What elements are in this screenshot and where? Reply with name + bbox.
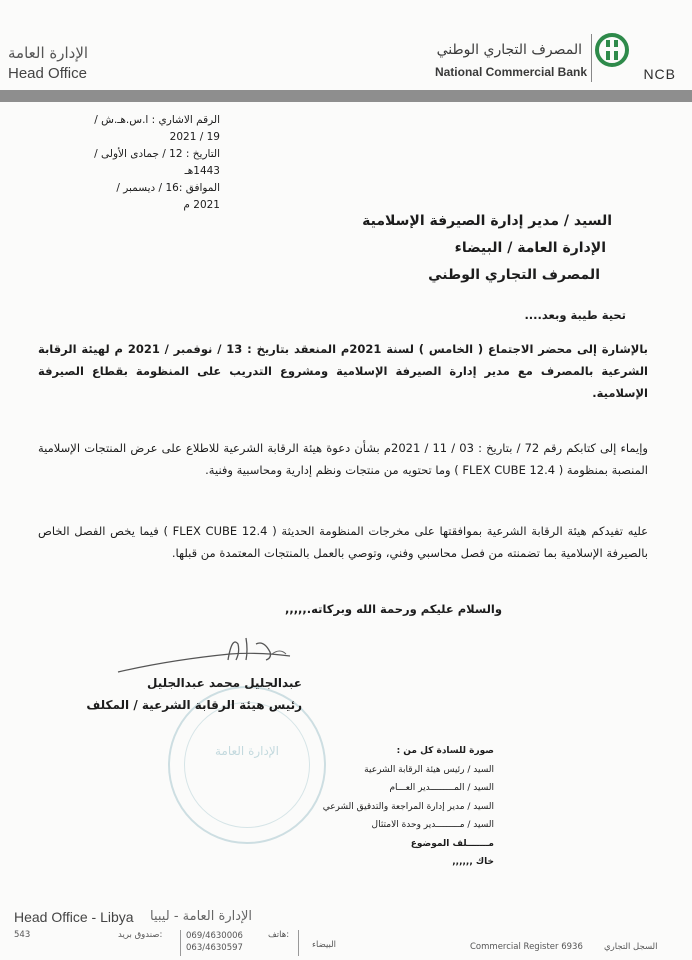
footer-pobox: 543 xyxy=(14,930,31,940)
paragraph-letter: وإيماء إلى كتابكم رقم 72 / بتاريخ : 03 / 11 / 2021م بشأن دعوة هيئة الرقابة الشرعية للاطلاع على عرض المنتجات الإسلامية المنصبة بمنظومة ( FLEX CUBE 12.4 ) وما تحتويه من منتجات ونظم إدارية ومحاسبية وفنية. xyxy=(38,441,648,477)
ref-number: الرقم الاشاري : ا.س.هـ.ش / 19 / 2021 xyxy=(94,114,220,143)
signer-title: رئيس هيئة الرقابة الشرعية / المكلف xyxy=(86,698,302,712)
header-band xyxy=(0,90,692,102)
bank-name-en: National Commercial Bank xyxy=(434,65,587,79)
footer-divider xyxy=(180,930,181,956)
ncb-logo-icon xyxy=(594,32,630,68)
paragraph-decision: عليه تفيدكم هيئة الرقابة الشرعية بموافقتها على مخرجات المنظومة الحديثة ( FLEX CUBE 12.4 ) فيما يخص الفصل الخاص بالصيرفة الإسلامية بما تضمنته من فصل محاسبي وفني، وتوصي بالعمل بالمنتجات المعتمدة من قبلها. xyxy=(38,524,649,560)
footer-city: البيضاء xyxy=(312,940,337,950)
footer-divider xyxy=(298,930,299,956)
ncb-logo-text: NCB xyxy=(643,66,676,82)
closing-salutation: والسلام عليكم ورحمة الله وبركاته.,,,,, xyxy=(284,602,502,616)
footer-phone-label: هاتف: xyxy=(268,930,290,940)
head-office-ar: الإدارة العامة xyxy=(8,44,89,62)
bank-name-ar: المصرف التجاري الوطني xyxy=(436,42,582,58)
cc-item: السيد / المـــــــــدير العـــام xyxy=(389,783,494,793)
footer-office-en: Head Office - Libya xyxy=(14,909,134,925)
footer-phone-1: 069/4630006 xyxy=(186,931,243,941)
footer-phones xyxy=(186,930,243,954)
reference-block xyxy=(90,112,220,214)
cc-item: خاك ,,,,,, xyxy=(452,857,494,867)
paragraph-reference: بالإشارة إلى محضر الاجتماع ( الخامس ) لسنة 2021م المنعقد بتاريخ : 13 / نوفمبر / 2021 م لهيئة الرقابة الشرعية بالمصرف مع مدير إدارة الصيرفة الإسلامية ومشروع التدريب على المنظومة بقطاع الصيرفة الإسلامية. xyxy=(38,342,648,400)
brand-divider xyxy=(591,34,592,82)
bank-brand xyxy=(402,28,682,88)
head-office-label xyxy=(8,44,88,82)
addressee-line: الإدارة العامة / البيضاء xyxy=(454,240,606,256)
head-office-en: Head Office xyxy=(8,65,87,82)
ref-date-hijri: التاريخ : 12 / جمادى الأولى / 1443هـ xyxy=(94,148,220,177)
cc-item: السيد / مدير إدارة المراجعة والتدقيق الشرعي xyxy=(322,801,494,812)
stamp-text: الإدارة العامة xyxy=(214,744,280,758)
cc-heading: صورة للسادة كل من : xyxy=(396,746,494,756)
footer-register: Commercial Register 6936 xyxy=(470,942,583,952)
footer-pobox-label: صندوق بريد: xyxy=(118,930,163,940)
signer-name: عبدالجليل محمد عبدالجليل xyxy=(146,676,302,690)
ref-date-gregorian: الموافق :16 / ديسمبر / 2021 م xyxy=(116,182,220,211)
addressee-line: المصرف التجاري الوطني xyxy=(428,267,600,283)
cc-item: السيد / مـــــــــدير وحدة الامتثال xyxy=(371,820,494,830)
cc-item: مـــــــلف الموضوع xyxy=(410,838,494,849)
addressee-line: السيد / مدير إدارة الصيرفة الإسلامية xyxy=(362,213,612,229)
greeting: تحية طيبة وبعد.... xyxy=(524,308,626,322)
addressee-block xyxy=(362,208,612,289)
signer-block xyxy=(86,672,302,716)
footer-register-ar: السجل التجاري xyxy=(604,942,658,952)
footer-phone-2: 063/4630597 xyxy=(186,943,243,953)
cc-list xyxy=(323,742,494,872)
cc-item: السيد / رئيس هيئة الرقابة الشرعية xyxy=(364,764,494,775)
footer-office-ar: الإدارة العامة - ليبيا xyxy=(150,909,253,924)
